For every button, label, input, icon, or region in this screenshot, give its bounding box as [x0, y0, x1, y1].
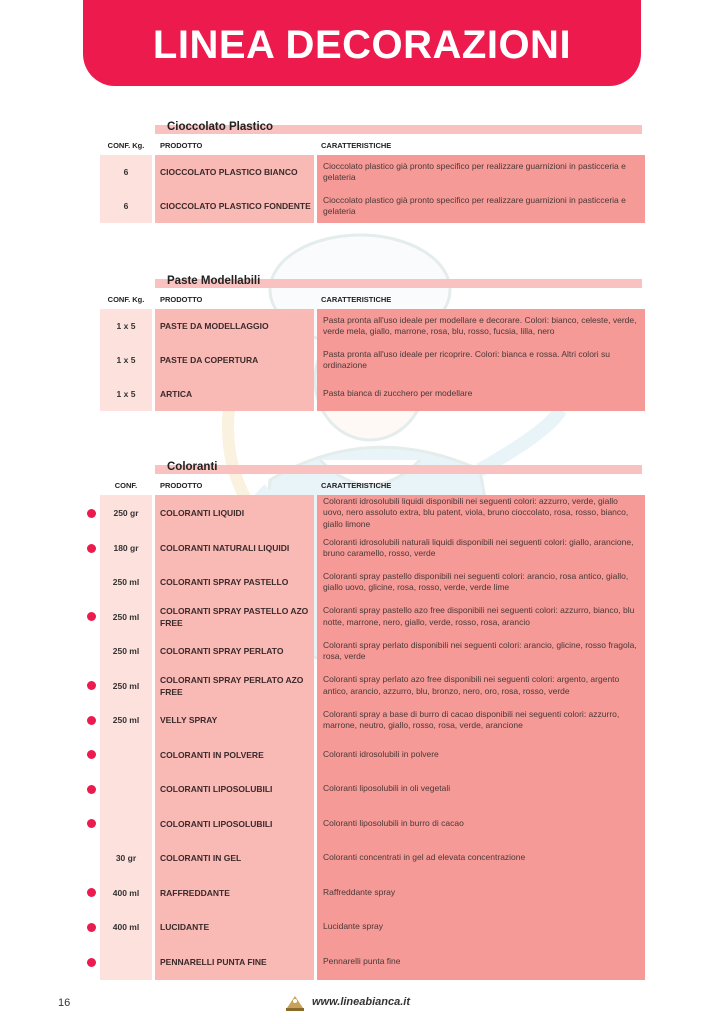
table-row	[100, 531, 645, 565]
qty-cell: 30 gr	[100, 841, 152, 875]
desc-cell: Coloranti spray pastello azo free disponibili nei seguenti colori: azzurro, bianco, blu notte, marrone, nero, giallo, verde, rosso, rosa, arancio	[317, 599, 645, 634]
col-header-prodotto: PRODOTTO	[160, 140, 203, 150]
table-row	[100, 634, 645, 668]
qty-cell: 250 ml	[100, 634, 152, 668]
desc-cell: Coloranti spray perlato azo free disponibili nei seguenti colori: argento, argento antico, arancio, azzurro, blu, bronzo, nero, oro, rosa, rosso, verde	[317, 668, 645, 703]
table-row	[100, 772, 645, 806]
qty-cell: 6	[100, 189, 152, 223]
table-row	[100, 910, 645, 944]
desc-cell: Coloranti idrosolubili in polvere	[317, 737, 645, 772]
table-row	[100, 565, 645, 599]
product-cell: PENNARELLI PUNTA FINE	[155, 944, 314, 980]
desc-cell: Coloranti spray a base di burro di cacao disponibili nei seguenti colori: azzurro, marrone, neutro, giallo, rosso, rosa, verde, arancione	[317, 703, 645, 737]
section-header	[100, 458, 645, 474]
table-row	[100, 944, 645, 980]
table-row	[100, 806, 645, 841]
bullet-icon	[87, 681, 96, 690]
product-cell: LUCIDANTE	[155, 910, 314, 944]
bullet-icon	[87, 819, 96, 828]
column-headers	[100, 476, 645, 494]
desc-cell: Coloranti idrosolubili liquidi disponibili nei seguenti colori: azzurro, verde, giallo uovo, nero assoluto extra, blu patent, viola, bruno cioccolato, rosa, rosso, bianco, giallo limone	[317, 495, 645, 531]
product-cell: COLORANTI IN POLVERE	[155, 737, 314, 772]
table-row	[100, 495, 645, 531]
desc-cell: Raffreddante spray	[317, 875, 645, 910]
table-row	[100, 841, 645, 875]
column-headers	[100, 290, 645, 308]
col-header-caratteristiche: CARATTERISTICHE	[321, 480, 392, 490]
qty-cell: 400 ml	[100, 910, 152, 944]
bullet-icon	[87, 750, 96, 759]
qty-cell	[100, 806, 152, 841]
desc-cell: Coloranti liposolubili in burro di cacao	[317, 806, 645, 841]
section-header	[100, 272, 645, 288]
product-cell: COLORANTI LIPOSOLUBILI	[155, 772, 314, 806]
bullet-icon	[87, 716, 96, 725]
bullet-icon	[87, 785, 96, 794]
table-row	[100, 155, 645, 189]
qty-cell	[100, 737, 152, 772]
product-cell: RAFFREDDANTE	[155, 875, 314, 910]
table-row	[100, 668, 645, 703]
product-cell: COLORANTI SPRAY PERLATO	[155, 634, 314, 668]
qty-cell: 400 ml	[100, 875, 152, 910]
product-cell: COLORANTI LIPOSOLUBILI	[155, 806, 314, 841]
desc-cell: Coloranti idrosolubili naturali liquidi disponibili nei seguenti colori: giallo, arancione, bruno caramello, rosso, verde	[317, 531, 645, 565]
product-cell: COLORANTI SPRAY PASTELLO AZO FREE	[155, 599, 314, 634]
page-title: LINEA DECORAZIONI	[152, 22, 572, 67]
col-header-conf: CONF. Kg.	[107, 294, 145, 304]
product-cell: COLORANTI LIQUIDI	[155, 495, 314, 531]
website-link[interactable]: www.lineabianca.it	[312, 996, 411, 1008]
col-header-caratteristiche: CARATTERISTICHE	[321, 294, 392, 304]
bullet-icon	[87, 923, 96, 932]
qty-cell: 250 gr	[100, 495, 152, 531]
section-header	[100, 118, 645, 134]
table-row	[100, 737, 645, 772]
bullet-icon	[87, 612, 96, 621]
product-cell: COLORANTI SPRAY PASTELLO	[155, 565, 314, 599]
table-row	[100, 309, 645, 343]
brand-logo-icon	[283, 990, 307, 1014]
header-banner	[83, 0, 641, 86]
qty-cell: 250 ml	[100, 565, 152, 599]
section-paste-modellabili	[100, 272, 645, 411]
desc-cell: Coloranti concentrati in gel ad elevata concentrazione	[317, 841, 645, 875]
bullet-icon	[87, 544, 96, 553]
desc-cell: Pasta pronta all'uso ideale per modellare e decorare. Colori: bianco, celeste, verde, verde mela, giallo, marrone, rosa, blu, rosso, fucsia, lilla, nero	[317, 309, 645, 343]
desc-cell: Lucidante spray	[317, 910, 645, 944]
bullet-icon	[87, 888, 96, 897]
table-row	[100, 703, 645, 737]
table-row	[100, 343, 645, 377]
section-title: Cioccolato Plastico	[167, 121, 274, 133]
bullet-icon	[87, 958, 96, 967]
qty-cell	[100, 944, 152, 980]
qty-cell: 1 x 5	[100, 343, 152, 377]
product-cell: CIOCCOLATO PLASTICO BIANCO	[155, 155, 314, 189]
bullet-icon	[87, 509, 96, 518]
desc-cell: Pennarelli punta fine	[317, 944, 645, 980]
qty-cell: 6	[100, 155, 152, 189]
product-cell: VELLY SPRAY	[155, 703, 314, 737]
table-row	[100, 377, 645, 411]
qty-cell: 1 x 5	[100, 309, 152, 343]
col-header-conf: CONF. Kg.	[107, 140, 145, 150]
column-headers	[100, 136, 645, 154]
table-row	[100, 599, 645, 634]
qty-cell: 250 ml	[100, 668, 152, 703]
qty-cell: 180 gr	[100, 531, 152, 565]
desc-cell: Pasta pronta all'uso ideale per ricoprire. Colori: bianca e rossa. Altri colori su ordinazione	[317, 343, 645, 377]
table-row	[100, 875, 645, 910]
qty-cell: 250 ml	[100, 703, 152, 737]
col-header-prodotto: PRODOTTO	[160, 294, 203, 304]
col-header-caratteristiche: CARATTERISTICHE	[321, 140, 392, 150]
desc-cell: Coloranti spray pastello disponibili nei seguenti colori: arancio, rosa antico, giallo, giallo uovo, glicine, rosa, rosso, verde, verde lime	[317, 565, 645, 599]
desc-cell: Pasta bianca di zucchero per modellare	[317, 377, 645, 411]
qty-cell	[100, 772, 152, 806]
col-header-prodotto: PRODOTTO	[160, 480, 203, 490]
section-title: Paste Modellabili	[167, 275, 261, 287]
product-cell: COLORANTI NATURALI LIQUIDI	[155, 531, 314, 565]
product-cell: PASTE DA MODELLAGGIO	[155, 309, 314, 343]
desc-cell: Cioccolato plastico già pronto specifico per realizzare guarnizioni in pasticceria e gelateria	[317, 155, 645, 189]
section-title-bar	[155, 465, 642, 474]
section-cioccolato-plastico	[100, 118, 645, 223]
section-title: Coloranti	[167, 461, 218, 473]
qty-cell: 250 ml	[100, 599, 152, 634]
product-cell: CIOCCOLATO PLASTICO FONDENTE	[155, 189, 314, 223]
page-number: 16	[58, 997, 71, 1009]
desc-cell: Cioccolato plastico già pronto specifico per realizzare guarnizioni in pasticceria e gelateria	[317, 189, 645, 223]
table-row	[100, 189, 645, 223]
desc-cell: Coloranti spray perlato disponibili nei seguenti colori: arancio, glicine, rosso fragola, rosa, verde	[317, 634, 645, 668]
product-cell: COLORANTI IN GEL	[155, 841, 314, 875]
desc-cell: Coloranti liposolubili in oli vegetali	[317, 772, 645, 806]
product-cell: ARTICA	[155, 377, 314, 411]
col-header-conf: CONF.	[114, 480, 138, 490]
product-cell: COLORANTI SPRAY PERLATO AZO FREE	[155, 668, 314, 703]
section-coloranti	[100, 458, 645, 980]
qty-cell: 1 x 5	[100, 377, 152, 411]
product-cell: PASTE DA COPERTURA	[155, 343, 314, 377]
